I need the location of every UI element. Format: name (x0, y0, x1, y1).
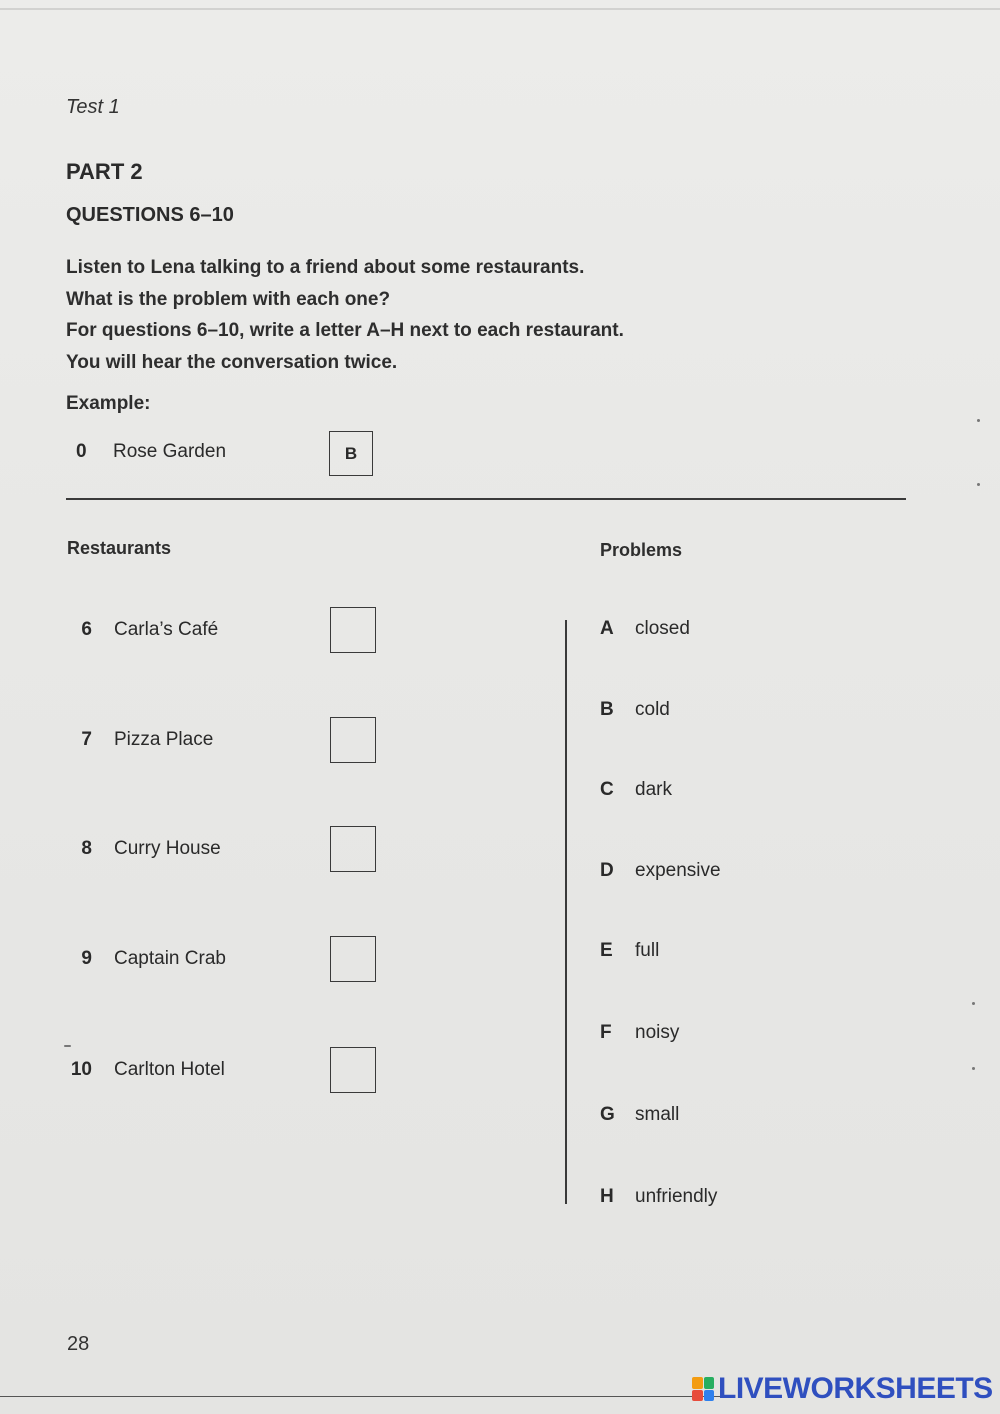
restaurant-name: Carla’s Café (114, 619, 219, 640)
problem-item (600, 1186, 717, 1208)
restaurant-item (66, 936, 386, 983)
restaurant-name: Pizza Place (114, 729, 214, 750)
problem-letter: D (600, 860, 614, 881)
paper-top-edge (0, 8, 1000, 10)
part-title: PART 2 (66, 159, 143, 184)
restaurant-number: 10 (70, 1059, 92, 1080)
liveworksheets-logo-icon (692, 1377, 714, 1401)
restaurant-item (66, 717, 386, 764)
instruction-line: For questions 6–10, write a letter A–H next to each restaurant. (66, 320, 624, 341)
page-number: 28 (67, 1333, 90, 1355)
problem-text: small (635, 1104, 680, 1125)
answer-box-6[interactable] (330, 607, 376, 653)
logo-square-blue (704, 1390, 715, 1402)
restaurant-item (66, 1047, 386, 1094)
problem-item (600, 779, 672, 801)
problem-text: unfriendly (635, 1186, 718, 1207)
restaurant-number: 7 (81, 729, 92, 750)
restaurants-heading: Restaurants (67, 538, 172, 558)
problem-text: expensive (635, 860, 721, 881)
answer-box-10[interactable] (330, 1047, 376, 1093)
problem-item (600, 1104, 679, 1126)
scan-speck (977, 483, 980, 486)
answer-box-7[interactable] (330, 717, 376, 763)
problem-text: closed (635, 618, 690, 639)
answer-box-9[interactable] (330, 936, 376, 982)
problem-text: cold (635, 699, 670, 720)
problem-text: noisy (635, 1022, 680, 1043)
problem-letter: E (600, 940, 613, 961)
problems-heading: Problems (600, 540, 683, 560)
problem-letter: H (600, 1186, 614, 1207)
restaurant-item (66, 607, 386, 654)
problem-text: dark (635, 779, 672, 800)
restaurant-number: 9 (81, 948, 92, 969)
logo-square-orange (692, 1377, 703, 1389)
problem-text: full (635, 940, 660, 961)
restaurant-name: Curry House (114, 838, 221, 859)
scan-speck (977, 419, 980, 422)
brand-text: LIVEWORKSHEETS (718, 1372, 993, 1405)
logo-square-red (692, 1390, 703, 1402)
scan-speck (64, 1045, 71, 1047)
restaurant-name: Captain Crab (114, 948, 226, 969)
problem-letter: F (600, 1022, 612, 1043)
scan-speck (972, 1002, 975, 1005)
section-divider (66, 498, 906, 500)
logo-square-green (704, 1377, 715, 1389)
scan-speck (972, 1067, 975, 1070)
example-answer-box: B (329, 431, 373, 476)
problem-letter: A (600, 618, 614, 639)
problem-item (600, 860, 721, 882)
problem-item (600, 940, 659, 962)
problem-letter: B (600, 699, 614, 720)
restaurant-number: 6 (81, 619, 92, 640)
questions-title: QUESTIONS 6–10 (66, 204, 234, 226)
restaurant-item (66, 826, 386, 873)
bottom-rule (0, 1396, 720, 1397)
problem-item (600, 618, 690, 640)
problem-letter: G (600, 1104, 615, 1125)
example-restaurant-name: Rose Garden (113, 441, 227, 462)
liveworksheets-brand[interactable] (692, 1372, 993, 1406)
problem-letter: C (600, 779, 614, 800)
column-divider (565, 620, 567, 1204)
instructions (66, 252, 624, 378)
restaurant-number: 8 (81, 838, 92, 859)
problem-item (600, 699, 670, 721)
problem-item (600, 1022, 679, 1044)
example-number: 0 (76, 441, 87, 462)
instruction-line: What is the problem with each one? (66, 288, 391, 310)
example-label: Example: (66, 393, 151, 414)
restaurant-name: Carlton Hotel (114, 1059, 225, 1080)
instruction-line: Listen to Lena talking to a friend about some restaurants. (66, 257, 585, 278)
test-label: Test 1 (66, 96, 120, 118)
instruction-line: You will hear the conversation twice. (66, 351, 398, 373)
answer-box-8[interactable] (330, 826, 376, 872)
